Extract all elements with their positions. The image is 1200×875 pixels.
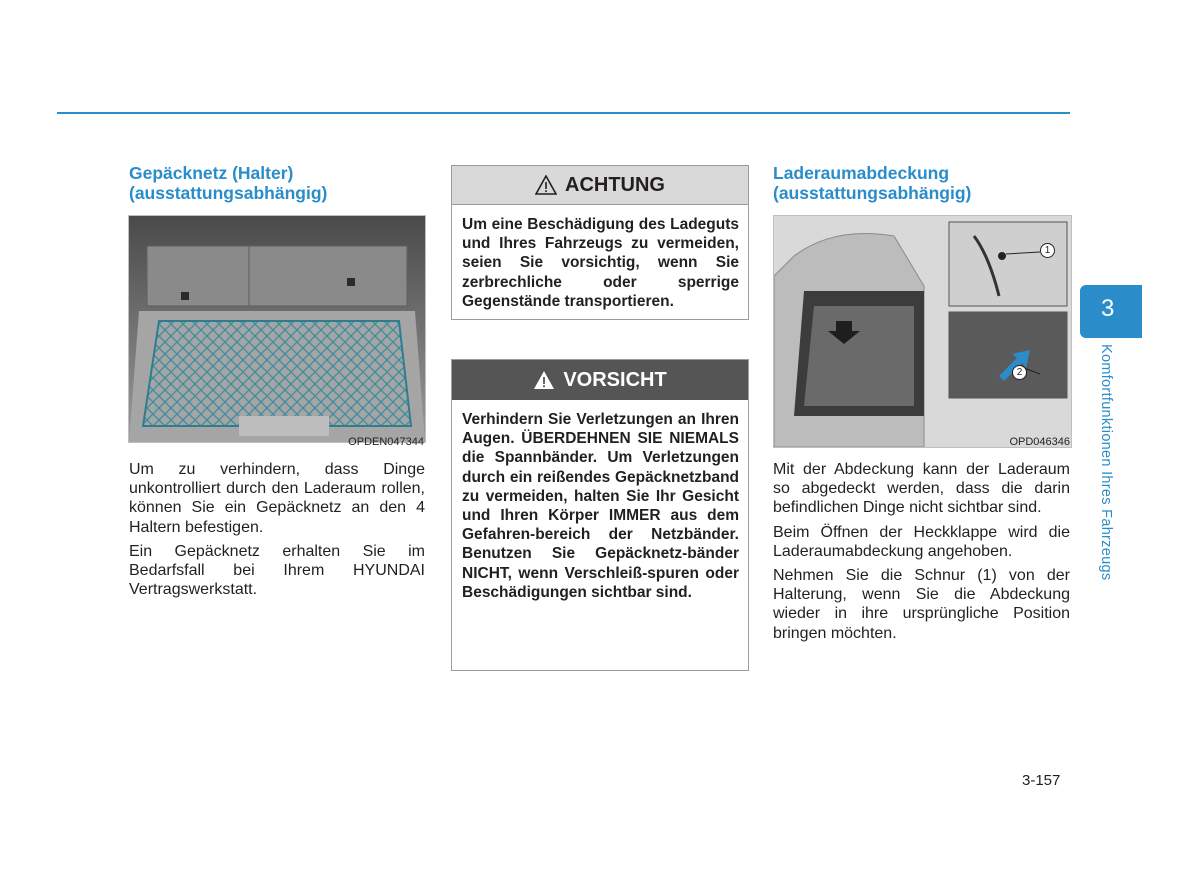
cargo-net-illustration [129, 216, 425, 442]
header-rule [57, 112, 1070, 114]
chapter-number: 3 [1101, 295, 1115, 322]
warning-heading: VORSICHT [563, 368, 667, 391]
left-paragraph-2: Ein Gepäcknetz erhalten Sie im Bedarfsfall bei Ihrem HYUNDAI Vertragswerkstatt. [129, 542, 425, 599]
cargo-net-photo [128, 215, 426, 443]
cargo-cover-illustration [774, 216, 1071, 447]
warning-triangle-filled-icon [533, 370, 555, 390]
right-body [773, 460, 1070, 648]
right-title-line1: Laderaumabdeckung [773, 163, 950, 183]
right-title-line2: (ausstattungsabhängig) [773, 183, 972, 203]
right-figure-code: OPD046346 [1009, 436, 1070, 448]
caution-heading: ACHTUNG [565, 173, 665, 196]
left-title-line1: Gepäcknetz (Halter) [129, 163, 294, 183]
warning-header [452, 360, 748, 400]
right-paragraph-3: Nehmen Sie die Schnur (1) von der Halterung, wenn Sie die Abdeckung wieder in ihre ursprüngliche Position bringen möchten. [773, 567, 1070, 642]
right-paragraph-2: Beim Öffnen der Heckklappe wird die Laderaumabdeckung angehoben. [773, 523, 1070, 560]
warning-box [451, 359, 749, 671]
cargo-cover-photo [773, 215, 1072, 448]
left-title-line2: (ausstattungsabhängig) [129, 183, 328, 203]
left-body [129, 460, 425, 604]
warning-triangle-icon [535, 175, 557, 195]
right-paragraph-1: Mit der Abdeckung kann der Laderaum so abgedeckt werden, dass die darin befindlichen Dinge nicht sichtbar sind. [773, 461, 1070, 517]
callout-1: 1 [1040, 243, 1055, 258]
left-figure-code: OPDEN047344 [348, 436, 424, 448]
caution-text: Um eine Beschädigung des Ladeguts und Ihres Fahrzeugs zu vermeiden, seien Sie vorsichtig, wenn Sie zerbrechliche oder sperrige Gegenstände transportieren. [462, 216, 739, 310]
chapter-title-text: Komfortfunktionen Ihres Fahrzeugs [1098, 344, 1114, 581]
caution-box [451, 165, 749, 320]
left-section-title [129, 163, 425, 203]
right-section-title [773, 163, 1071, 203]
warning-text: Verhindern Sie Verletzungen an Ihren Augen. ÜBERDEHNEN SIE NIEMALS die Spannbänder. Um Verletzungen durch ein reißendes Gepäcknetzband zu vermeiden, halten Sie Ihr Gesicht und Ihren Körper IMMER aus dem Gefahren-bereich der Netzbänder. Benutzen Sie Gepäcknetz-bänder NICHT, wenn Verschleiß-spuren oder Beschädigungen sichtbar sind. [462, 411, 739, 601]
left-paragraph-1: Um zu verhindern, dass Dinge unkontrolliert durch den Laderaum rollen, können Sie ein Gepäcknetz an den 4 Haltern befestigen. [129, 461, 425, 536]
caution-header [452, 166, 748, 205]
chapter-side-title [1098, 344, 1120, 614]
page-number: 3-157 [1022, 772, 1061, 789]
callout-2: 2 [1012, 365, 1027, 380]
